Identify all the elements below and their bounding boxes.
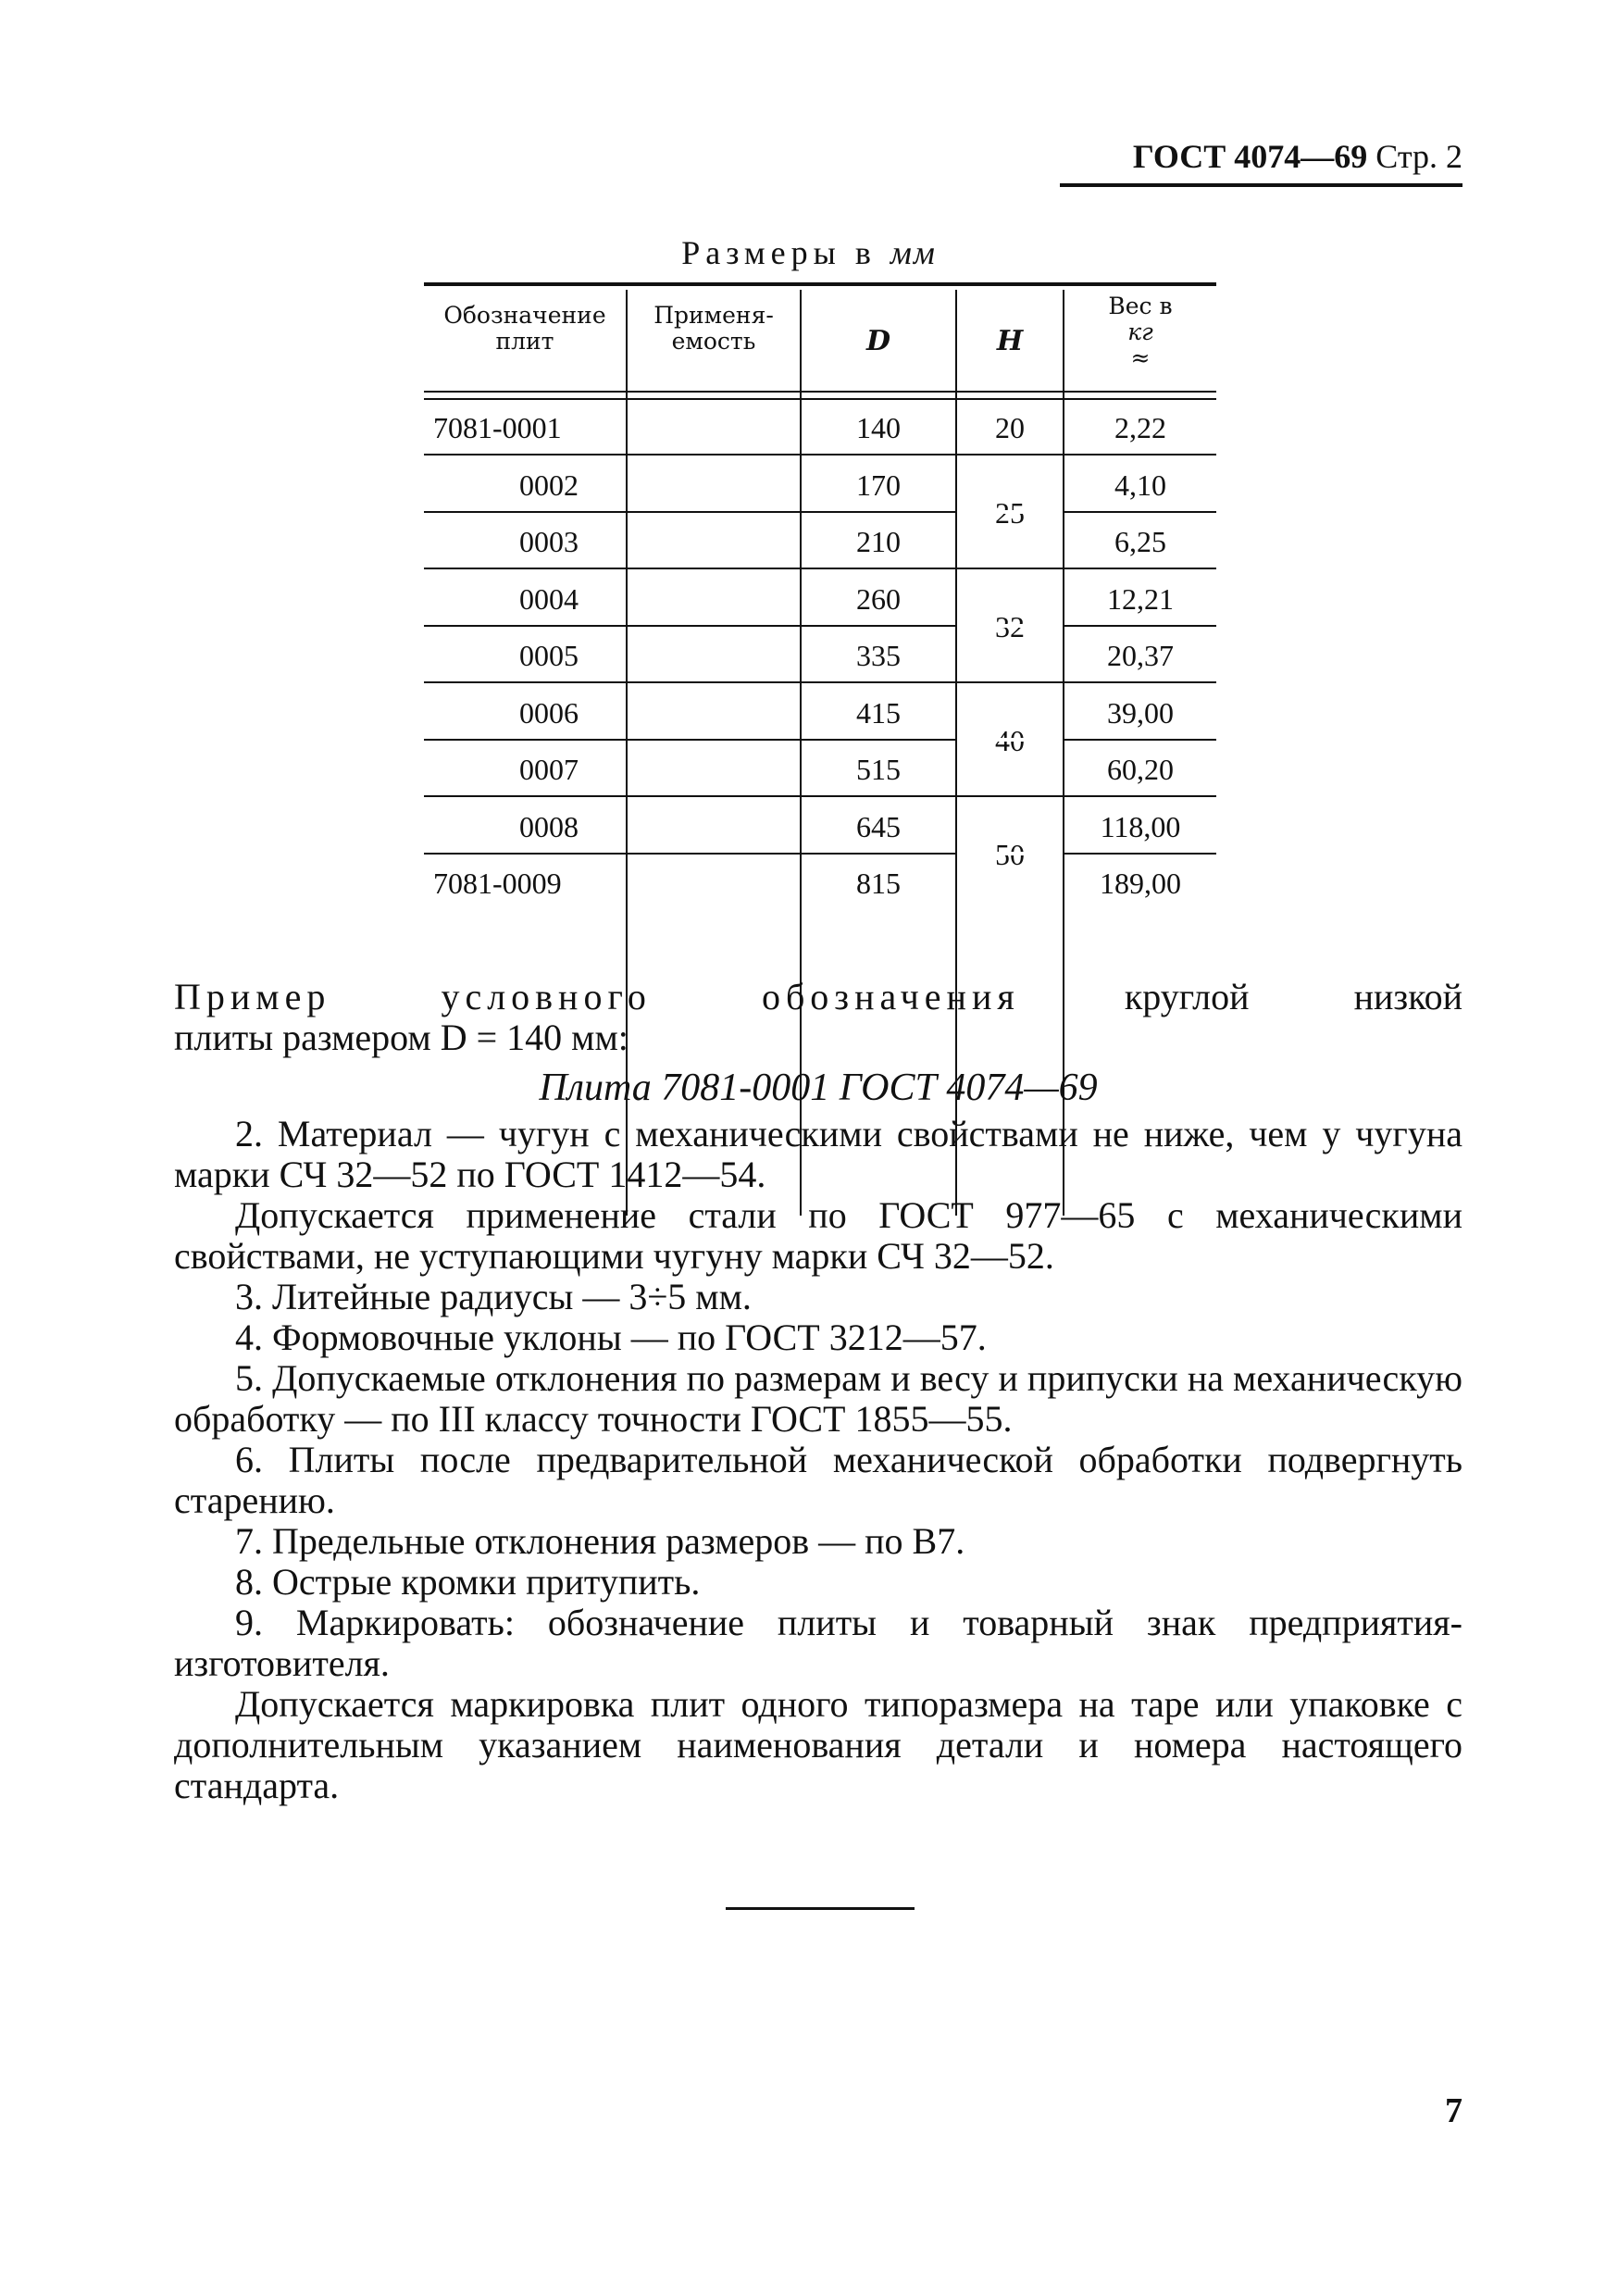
table-caption [0,233,1618,272]
cell-weight: 60,20 [1107,753,1174,786]
cell-d: 415 [856,695,901,730]
cell-designation: 0006 [519,695,579,730]
body-text [174,977,1462,1806]
table-header-rule [424,391,1216,393]
cell-weight: 20,37 [1107,639,1174,672]
cell-designation: 7081-0001 [433,411,562,444]
paragraph: 2. Материал — чугун с механическими свойствами не ниже, чем у чугуна марки СЧ 32—52 по ГОСТ 1412—54. [174,1113,1462,1195]
cell-designation: 0002 [519,468,579,502]
merged-cell-mask [959,852,1061,855]
paragraph: 8. Острые кромки притупить. [235,1561,701,1603]
paragraph: 9. Маркировать: обозначение плиты и товарный знак предприятия-изготовителя. [174,1602,1462,1684]
row-rule [424,853,1216,855]
table-top-rule [424,282,1216,286]
paragraph: Допускается маркировка плит одного типоразмера на таре или упаковке с дополнительным указанием наименования детали и номера настоящего стандарта. [174,1683,1462,1806]
cell-d: 170 [856,468,901,502]
row-rule [424,681,1216,683]
cell-d: 335 [856,639,901,672]
cell-weight: 6,25 [1114,525,1166,558]
row-rule [424,511,1216,513]
merged-cell-mask [959,738,1061,742]
cell-designation: 0007 [519,753,579,786]
paragraph: 5. Допускаемые отклонения по размерам и весу и припуски на механическую обработку — по III классу точности ГОСТ 1855—55. [174,1357,1462,1440]
caption-prefix: Размеры в [681,234,877,271]
header-d: D [865,325,890,357]
cell-weight: 2,22 [1114,411,1166,444]
cell-d: 815 [856,867,901,900]
page-label: Стр. 2 [1375,138,1462,175]
cell-designation: 7081-0009 [433,867,562,900]
page-header [1133,137,1462,176]
header-applicability: Применя- емость [653,302,774,355]
caption-unit: мм [890,234,937,271]
row-rule [424,625,1216,627]
cell-designation: 0003 [519,525,579,558]
paragraph: 6. Плиты после предварительной механической обработки подвергнуть старению. [174,1439,1462,1521]
cell-designation: 0008 [519,809,579,843]
cell-h: 20 [957,409,1063,446]
cell-weight: 39,00 [1107,695,1174,730]
cell-weight: 189,00 [1100,867,1181,900]
cell-d: 210 [856,525,901,558]
row-rule [424,568,1216,569]
cell-weight: 118,00 [1100,809,1181,843]
example-designation: Плита 7081-0001 ГОСТ 4074—69 [539,1067,1098,1109]
cell-designation: 0004 [519,581,579,616]
cell-d: 515 [856,753,901,786]
cell-d: 140 [856,411,901,444]
paragraph: 4. Формовочные уклоны — по ГОСТ 3212—57. [235,1316,987,1358]
paragraph: 3. Литейные радиусы — 3÷5 мм. [235,1276,752,1317]
row-rule [424,454,1216,455]
merged-cell-mask [959,624,1061,628]
row-rule [424,739,1216,741]
cell-designation: 0005 [519,639,579,672]
example-line2: плиты размером D = 140 мм: [174,1017,629,1058]
header-designation: Обозначение плит [443,302,606,355]
header-rule [1060,183,1462,187]
example-intro: Пример условного обозначения круглой низкой [174,976,1462,1017]
standard-number: ГОСТ 4074—69 [1132,138,1368,175]
cell-d: 645 [856,809,901,843]
table-header-rule [424,398,1216,400]
cell-d: 260 [856,581,901,616]
row-rule [424,795,1216,797]
paragraph: 7. Предельные отклонения размеров — по B7. [235,1520,965,1562]
merged-cell-mask [959,510,1061,514]
header-weight: Вес в кг ≈ [1108,293,1173,371]
cell-weight: 12,21 [1107,581,1174,616]
page-number: 7 [1445,2091,1462,2130]
cell-weight: 4,10 [1114,468,1166,502]
end-rule [726,1907,915,1910]
header-h: H [996,325,1024,357]
paragraph: Допускается применение стали по ГОСТ 977—65 с механическими свойствами, не уступающими чугуну марки СЧ 32—52. [174,1194,1462,1277]
